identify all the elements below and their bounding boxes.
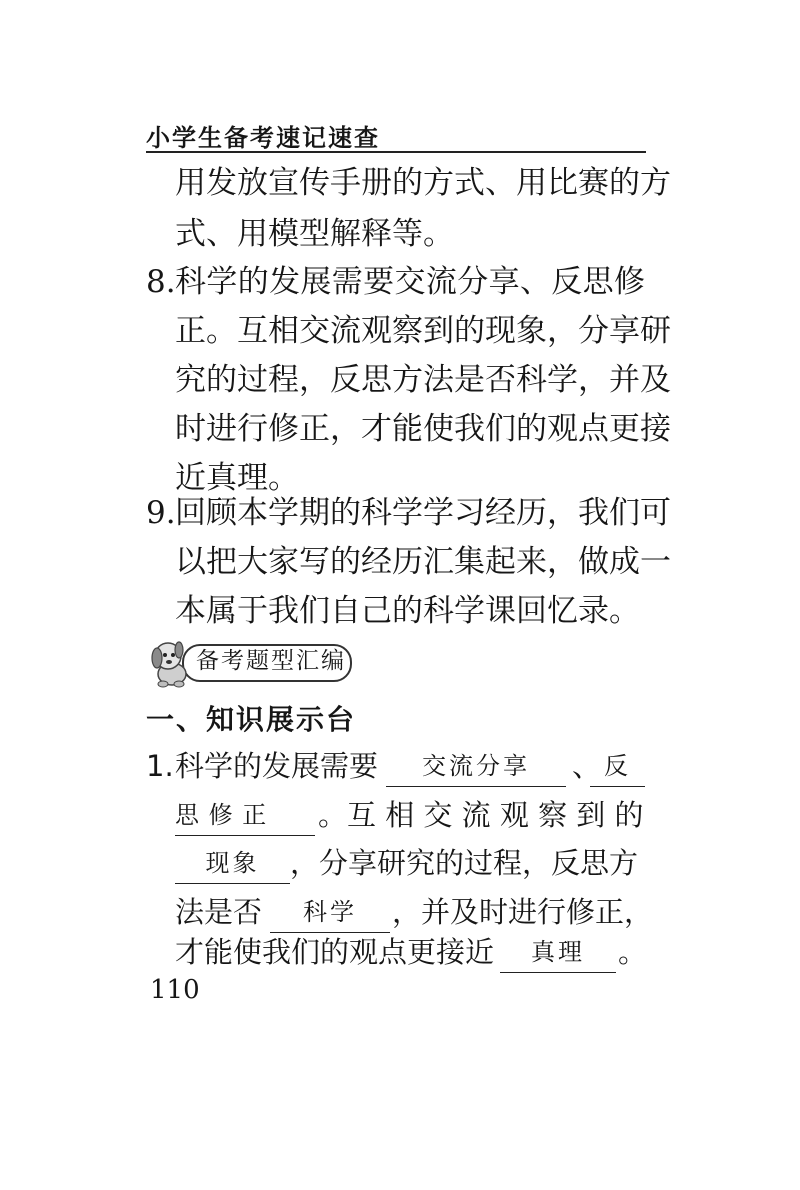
text-line: 用发放宣传手册的方式、用比赛的方	[175, 165, 671, 201]
item-number: 8.	[146, 264, 176, 300]
answer-blank: 思 修 正	[175, 795, 315, 836]
text-line: 回顾本学期的科学学习经历，我们可	[175, 495, 671, 531]
question-text: 。	[618, 935, 648, 969]
text-line: 本属于我们自己的科学课回忆录。	[175, 593, 640, 629]
page-number: 110	[150, 975, 200, 1005]
answer-blank: 真理	[500, 932, 616, 973]
answer-blank: 现象	[175, 843, 290, 884]
answer-blank: 交流分享	[386, 746, 566, 787]
text-line: 正。互相交流观察到的现象，分享研	[175, 313, 671, 349]
badge-label: 备考题型汇编	[196, 648, 346, 674]
section-heading: 一、知识展示台	[146, 703, 357, 736]
text-line: 时进行修正，才能使我们的观点更接	[175, 411, 671, 447]
question-text: 、	[572, 749, 602, 783]
answer-blank: 科学	[270, 892, 390, 933]
question-text: ，分享研究的过程，反思方	[290, 846, 639, 880]
dog-mascot-icon	[146, 636, 194, 688]
text-line: 式、用模型解释等。	[175, 216, 454, 252]
text-line: 科学的发展需要交流分享、反思修	[175, 264, 645, 300]
text-line: 近真理。	[175, 460, 299, 496]
header-rule	[146, 151, 646, 153]
question-text: 科学的发展需要	[175, 749, 379, 783]
question-number: 1.	[146, 749, 174, 783]
question-text: 。互 相 交 流 观 察 到 的	[318, 798, 644, 832]
text-line: 以把大家写的经历汇集起来，做成一	[175, 544, 671, 580]
answer-blank: 反	[590, 746, 645, 787]
question-text: ，并及时进行修正，	[392, 895, 654, 929]
item-number: 9.	[146, 495, 176, 531]
text-line: 究的过程，反思方法是否科学，并及	[175, 362, 671, 398]
question-text: 才能使我们的观点更接近	[175, 935, 495, 969]
question-text: 法是否	[175, 895, 263, 929]
section-badge	[146, 636, 356, 686]
running-header-title: 小学生备考速记速查	[146, 124, 380, 152]
